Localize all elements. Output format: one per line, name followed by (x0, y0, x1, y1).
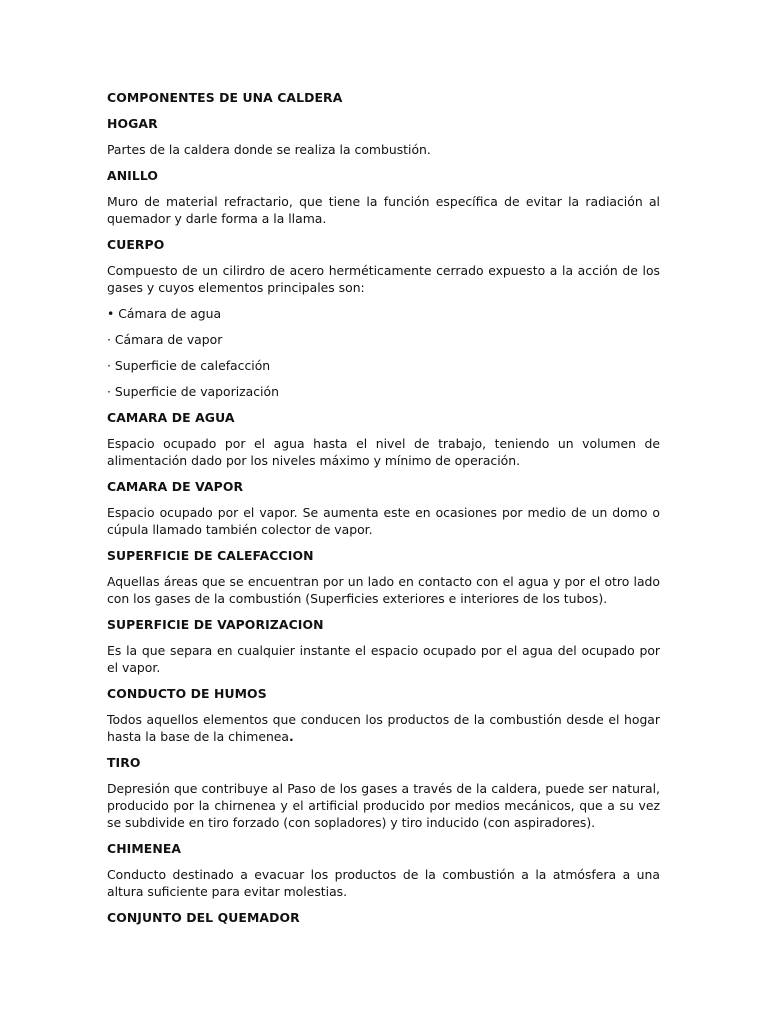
section-heading-camara-agua: CAMARA DE AGUA (107, 410, 235, 425)
section-text-anillo: Muro de material refractario, que tiene la función específica de evitar la radiación al quemador y darle forma a la llama. (107, 194, 660, 226)
section-text-camara-agua: Espacio ocupado por el agua hasta el nivel de trabajo, teniendo un volumen de alimentación dado por los niveles máximo y mínimo de operación. (107, 436, 660, 468)
document-title: COMPONENTES DE UNA CALDERA (107, 90, 343, 105)
section-text-superficie-vaporizacion: Es la que separa en cualquier instante el espacio ocupado por el agua del ocupado por el vapor. (107, 643, 660, 675)
list-item-superficie-vaporizacion: · Superficie de vaporización (107, 384, 279, 399)
section-text-conducto-humos (107, 711, 660, 745)
list-item-camara-agua: • Cámara de agua (107, 306, 222, 321)
section-heading-tiro: TIRO (107, 755, 141, 770)
section-heading-hogar: HOGAR (107, 116, 158, 131)
section-text-camara-vapor: Espacio ocupado por el vapor. Se aumenta este en ocasiones por medio de un domo o cúpula llamado también colector de vapor. (107, 505, 660, 537)
list-item-camara-vapor: · Cámara de vapor (107, 332, 223, 347)
conducto-humos-period: . (289, 729, 294, 744)
section-text-chimenea: Conducto destinado a evacuar los productos de la combustión a la atmósfera a una altura suficiente para evitar molestias. (107, 867, 660, 899)
section-heading-chimenea: CHIMENEA (107, 841, 182, 856)
section-text-tiro: Depresión que contribuye al Paso de los gases a través de la caldera, puede ser natural, producido por la chirnenea y el artificial producido por medios mecánicos, que a su vez se subdivide en tiro forzado (con sopladores) y tiro inducido (con aspiradores). (107, 781, 660, 830)
section-text-cuerpo: Compuesto de un cilirdro de acero herméticamente cerrado expuesto a la acción de los gases y cuyos elementos principales son: (107, 263, 660, 295)
section-heading-superficie-vaporizacion: SUPERFICIE DE VAPORIZACION (107, 617, 324, 632)
section-heading-conducto-humos: CONDUCTO DE HUMOS (107, 686, 267, 701)
section-heading-superficie-calefaccion: SUPERFICIE DE CALEFACCION (107, 548, 314, 563)
section-heading-anillo: ANILLO (107, 168, 159, 183)
section-heading-camara-vapor: CAMARA DE VAPOR (107, 479, 244, 494)
section-text-hogar: Partes de la caldera donde se realiza la combustión. (107, 142, 431, 157)
section-text-superficie-calefaccion: Aquellas áreas que se encuentran por un lado en contacto con el agua y por el otro lado con los gases de la combustión (Superficies exteriores e interiores de los tubos). (107, 574, 660, 606)
section-heading-conjunto-quemador: CONJUNTO DEL QUEMADOR (107, 910, 300, 925)
conducto-humos-text: Todos aquellos elementos que conducen los productos de la combustión desde el hogar hasta la base de la chimenea (107, 712, 660, 744)
list-item-superficie-calefaccion: · Superficie de calefacción (107, 358, 271, 373)
document-page (107, 89, 660, 935)
section-heading-cuerpo: CUERPO (107, 237, 165, 252)
